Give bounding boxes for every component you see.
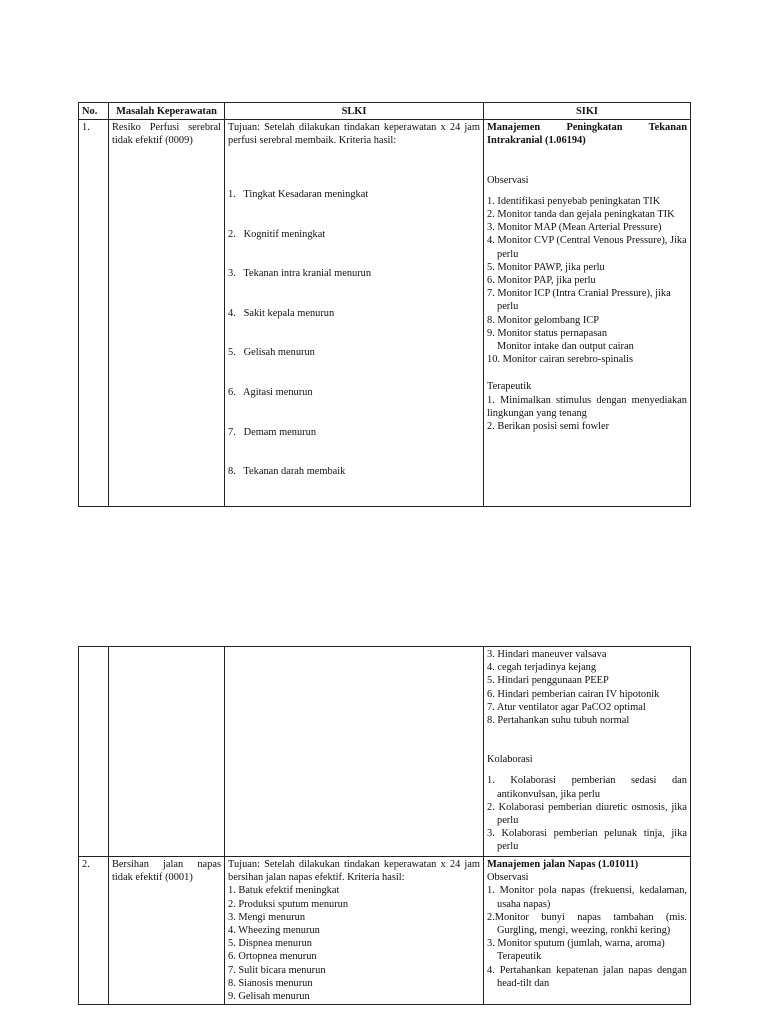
list-item: 9. Gelisah menurun [228,991,310,1003]
list-item: 7. Demam menurun [228,426,317,438]
list-item: 7. Atur ventilator agar PaCO2 optimal [487,701,646,713]
list-item: 6. Agitasi menurun [228,387,313,399]
header-slki: SLKI [225,103,484,120]
header-siki: SIKI [484,103,691,120]
list-item: 2. Kognitif meningkat [228,228,326,240]
list-item: 4. Pertahankan kepatenan jalan napas dengan head-tilt dan [487,964,687,989]
list-item: 2. Monitor tanda dan gejala peningkatan TIK [487,209,675,221]
list-item: 10. Monitor cairan serebro-spinalis [487,354,634,366]
slki-cell [225,857,484,1005]
list-item: 4. Monitor CVP (Central Venous Pressure), Jika perlu [487,235,687,260]
list-item: 1. Minimalkan stimulus dengan menyediakan lingkungan yang tenang [487,394,687,419]
nursing-problem: Resiko Perfusi serebral tidak efektif (0009) [109,120,225,507]
header-no: No. [79,103,109,120]
siki-cell [484,120,691,507]
list-item: Monitor intake dan output cairan [497,341,634,353]
list-item: 3. Monitor sputum (jumlah, warna, aroma) [487,938,665,950]
list-item: 4. Wheezing menurun [228,925,320,937]
list-item: 1. Monitor pola napas (frekuensi, kedalaman, usaha napas) [487,885,687,910]
list-item: 7. Monitor ICP (Intra Cranial Pressure), jika perlu [487,288,671,313]
list-item: 8. Monitor gelombang ICP [487,314,599,326]
siki-cell [484,647,691,857]
header-problem: Masalah Keperawatan [109,103,225,120]
list-item: 5. Hindari penggunaan PEEP [487,675,609,687]
list-item: 1. Kolaborasi pemberian sedasi dan antikonvulsan, jika perlu [487,775,687,800]
list-item: 4. Sakit kepala menurun [228,307,335,319]
observation-list [487,195,687,367]
slki-goal: Tujuan: Setelah dilakukan tindakan keperawatan x 24 jam perfusi serebral membaik. Kriteria hasil: [228,122,480,147]
list-item: 3. Mengi menurun [228,911,306,923]
slki-cell [225,120,484,507]
list-item: 2.Monitor bunyi napas tambahan (mis. Gurgling, mengi, weezing, ronkhi kering) [487,911,687,937]
table-row [79,647,691,857]
observation-heading: Observasi [487,174,529,186]
therapeutic-list [487,394,687,434]
therapeutic-heading: Terapeutik [487,381,532,393]
row-number [79,647,109,857]
siki-title: Manajemen jalan Napas (1.01011) [487,859,639,870]
list-item: 2. Berikan posisi semi fowler [487,421,610,433]
list-item: 1. Tingkat Kesadaran meningkat [228,189,369,201]
list-item: Terapeutik [497,951,542,963]
list-item: 5. Monitor PAWP, jika perlu [487,261,605,273]
list-item: 6. Ortopnea menurun [228,951,317,963]
observation-heading: Observasi [487,872,529,884]
slki-goal: Tujuan: Setelah dilakukan tindakan keperawatan x 24 jam bersihan jalan napas efektif. Kriteria hasil: [228,859,480,884]
table-row [79,857,691,1005]
list-item: 7. Sulit bicara menurun [228,964,326,976]
row-number: 2. [79,857,109,1005]
slki-cell [225,647,484,857]
list-item: 3. Tekanan intra kranial menurun [228,268,372,280]
siki-title: Manajemen Peningkatan Tekanan Intrakranial (1.06194) [487,122,687,147]
slki-criteria-list [228,884,480,1003]
list-item: 1. Identifikasi penyebab peningkatan TIK [487,195,661,207]
care-plan-table-2 [78,646,691,1005]
therapeutic-list-continued [487,648,687,727]
collaboration-list [487,774,687,853]
siki-cell [484,857,691,1005]
table-header-row [79,103,691,120]
row-number: 1. [79,120,109,507]
nursing-problem [109,647,225,857]
list-item: 9. Monitor status pernapasan [487,327,608,339]
list-item: 8. Sianosis menurun [228,977,313,989]
list-item: 1. Batuk efektif meningkat [228,885,340,897]
list-item: 2. Produksi sputum menurun [228,898,349,910]
list-item: 8. Pertahankan suhu tubuh normal [487,715,630,727]
list-item: 5. Dispnea menurun [228,938,312,950]
table-row [79,120,691,507]
collaboration-heading: Kolaborasi [487,754,533,766]
list-item: 8. Tekanan darah membaik [228,466,346,478]
list-item: 5. Gelisah menurun [228,347,315,359]
list-item: 4. cegah terjadinya kejang [487,662,597,674]
slki-criteria-list [228,162,480,505]
observation-list [487,884,687,990]
list-item: 3. Monitor MAP (Mean Arterial Pressure) [487,222,662,234]
list-item: 6. Hindari pemberian cairan IV hipotonik [487,688,660,700]
list-item: 6. Monitor PAP, jika perlu [487,275,596,287]
list-item: 3. Hindari maneuver valsava [487,649,607,660]
list-item: 2. Kolaborasi pemberian diuretic osmosis, jika perlu [487,801,687,827]
care-plan-table-1 [78,102,691,507]
list-item: 3. Kolaborasi pemberian pelunak tinja, jika perlu [487,828,687,853]
nursing-problem: Bersihan jalan napas tidak efektif (0001) [109,857,225,1005]
